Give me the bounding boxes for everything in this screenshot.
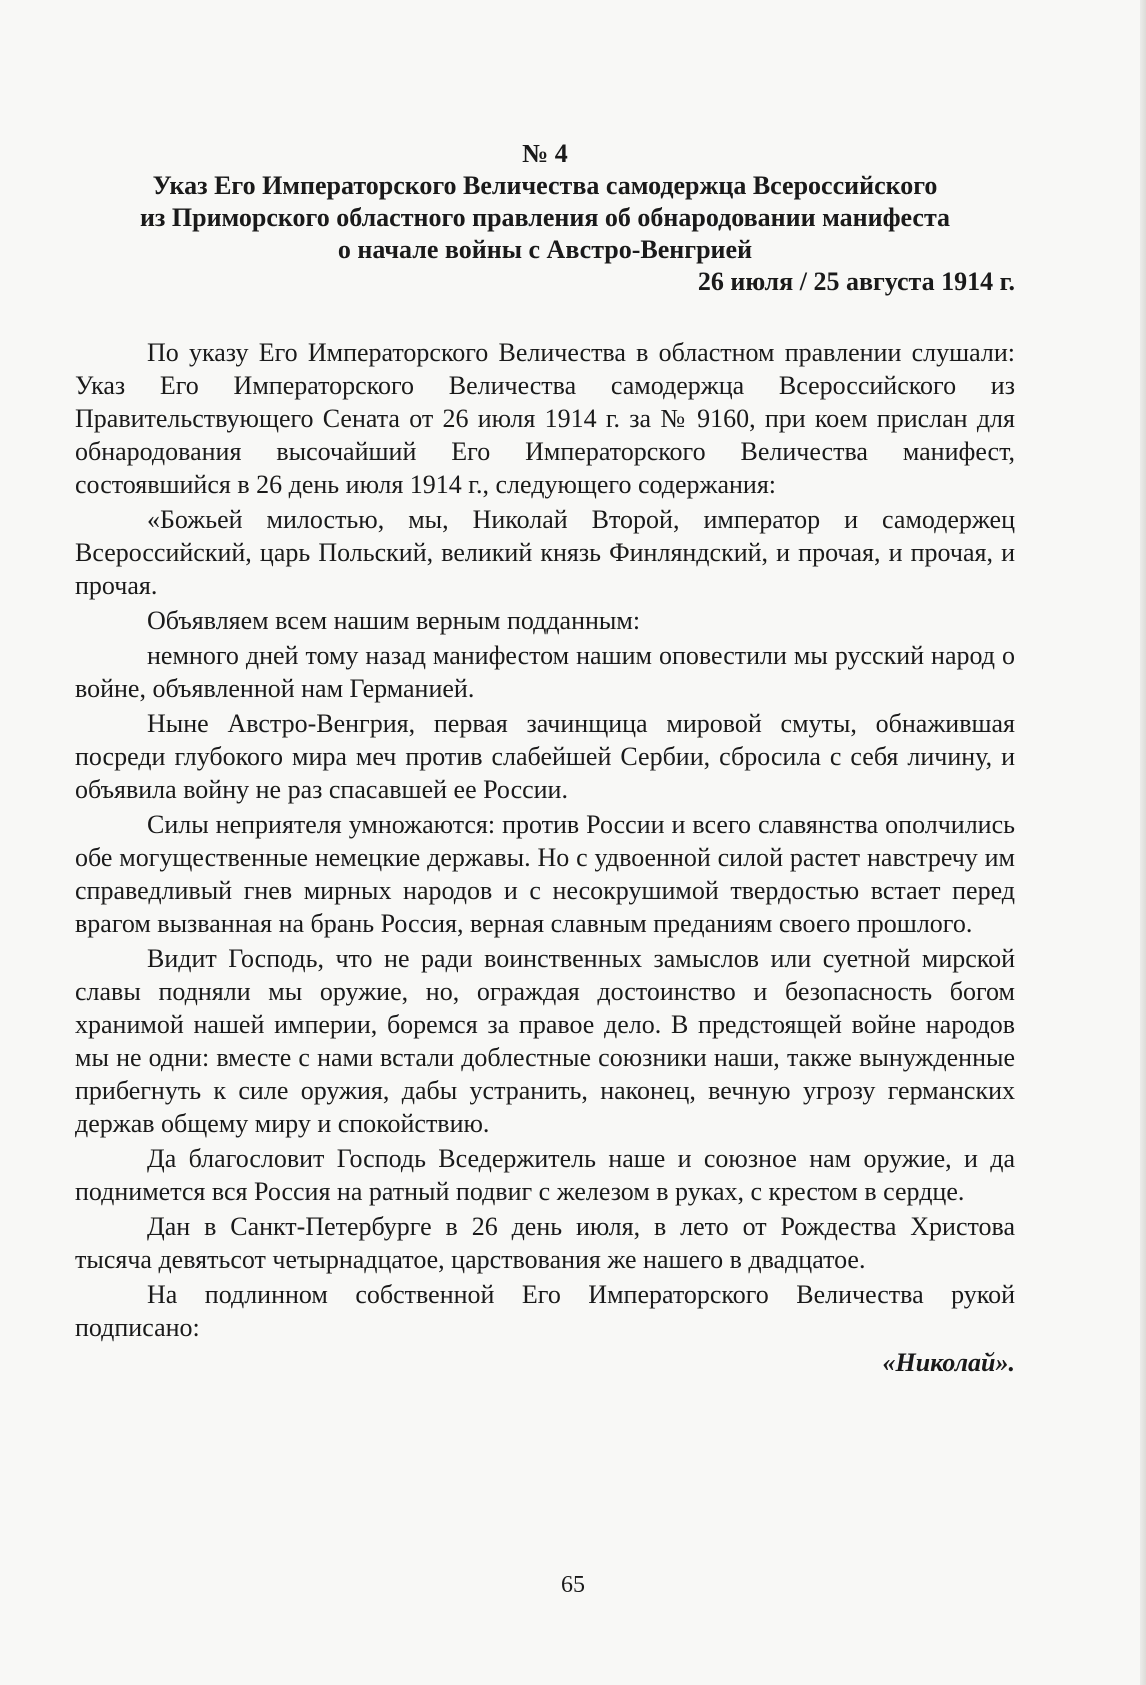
title-line: из Приморского областного правления об обнародовании манифеста [139, 203, 951, 232]
body-paragraph: «Божьей милостью, мы, Николай Второй, император и самодержец Всероссийский, царь Польский, великий князь Финляндский, и прочая, и прочая, и прочая. [75, 505, 1015, 600]
body-paragraph: Дан в Санкт-Петербурге в 26 день июля, в лето от Рождества Христова тысяча девятьсот четырнадцатое, царствования же нашего в двадцатое. [75, 1212, 1015, 1274]
body-paragraph: Видит Господь, что не ради воинственных замыслов или суетной мирской славы подняли мы оружие, но, ограждая достоинство и безопасность богом хранимой нашей империи, боремся за правое дело. В предстоящей войне народов мы не одни: вместе с нами встали доблестные союзники наши, также вынужденные прибегнуть к силе оружия, дабы устранить, наконец, вечную угрозу германских держав общему миру и спокойствию. [75, 944, 1015, 1138]
page-number: 65 [561, 1572, 585, 1598]
body-paragraph: Да благословит Господь Вседержитель наше и союзное нам оружие, и да поднимется вся Россия на ратный подвиг с железом в руках, с крестом в сердце. [75, 1144, 1015, 1206]
page-edge [1140, 0, 1146, 1685]
body-paragraph: Объявляем всем нашим верным подданным: [147, 606, 641, 635]
title-line: Указ Его Императорского Величества самодержца Всероссийского [152, 171, 938, 200]
body-paragraph: По указу Его Императорского Величества в областном правлении слушали: Указ Его Императорского Величества самодержца Всероссийского из Правительствующего Сената от 26 июля 1914 г. за № 9160, при коем прислан для обнародования высочайший Его Императорского Величества манифест, состоявшийся в 26 день июля 1914 г., следующего содержания: [75, 338, 1015, 499]
body-paragraph: Силы неприятеля умножаются: против России и всего славянства ополчились обе могущественные немецкие державы. Но с удвоенной силой растет навстречу им справедливый гнев мирных народов и с несокрушимой твердостью встает перед врагом вызванная на брань Россия, верная славным преданиям своего прошлого. [75, 810, 1015, 938]
body-paragraph: немного дней тому назад манифестом нашим оповестили мы русский народ о войне, объявленной нам Германией. [75, 641, 1015, 703]
document-date: 26 июля / 25 августа 1914 г. [697, 267, 1015, 296]
document-title [75, 170, 1015, 266]
document-body [75, 336, 1015, 1379]
title-line: о начале войны с Австро-Венгрией [337, 235, 753, 264]
signature: «Николай». [882, 1348, 1015, 1377]
body-paragraph: На подлинном собственной Его Императорского Величества рукой подписано: [75, 1280, 1015, 1342]
document-number: № 4 [522, 139, 568, 168]
body-paragraph: Ныне Австро-Венгрия, первая зачинщица мировой смуты, обнажившая посреди глубокого мира меч против слабейшей Сербии, сбросила с себя личину, и объявила войну не раз спасавшей ее России. [75, 709, 1015, 804]
document-content [75, 138, 1015, 1379]
